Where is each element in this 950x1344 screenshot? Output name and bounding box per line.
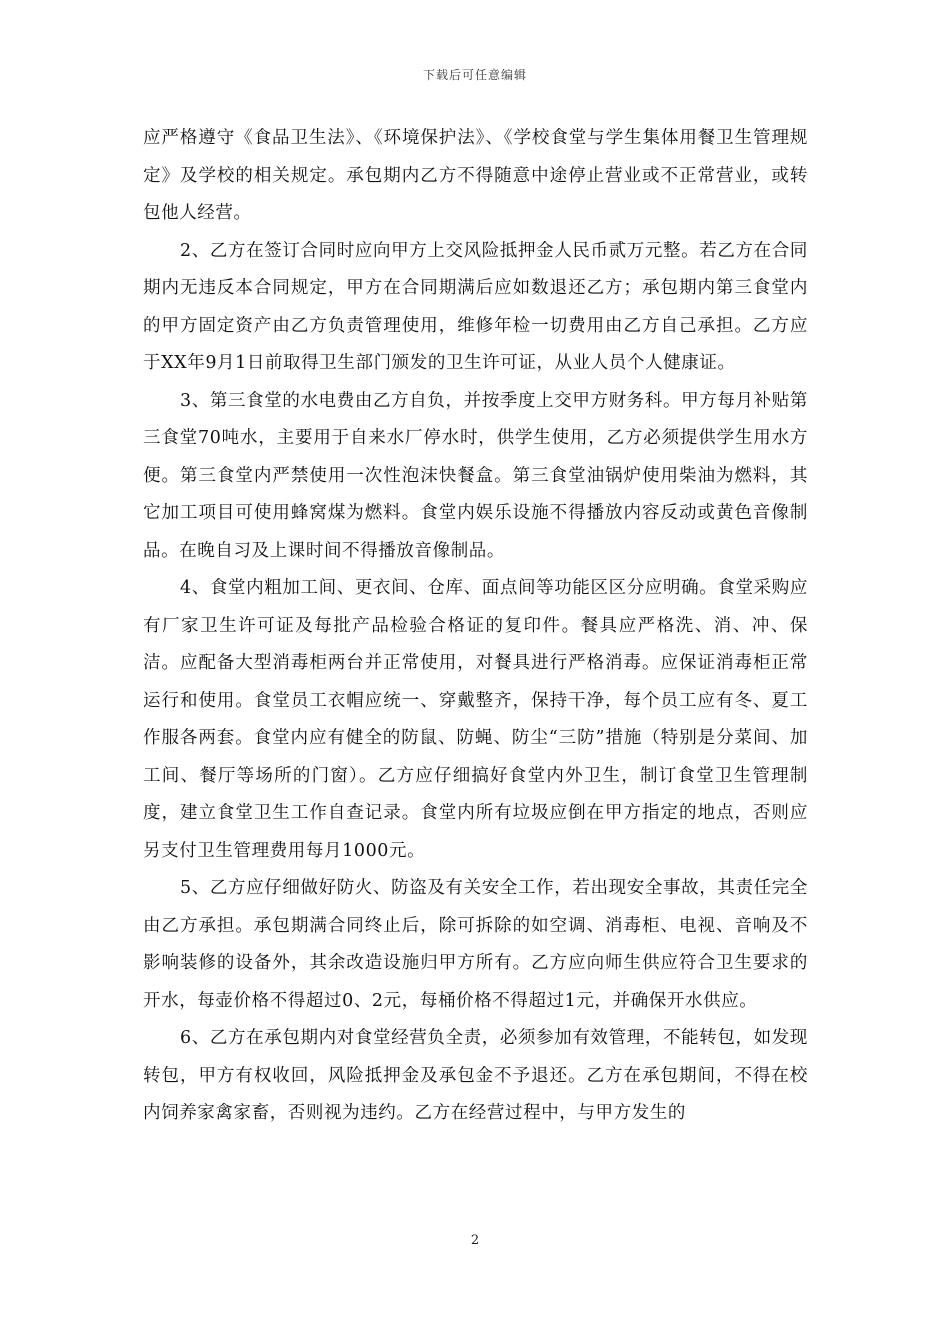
paragraph-5: 5、乙方应仔细做好防火、防盗及有关安全工作，若出现安全事故，其责任完全由乙方承担。承包期满合同终止后，除可拆除的如空调、消毒柜、电视、音响及不影响装修的设备外，其余改造设施归甲方所有。乙方应向师生供应符合卫生要求的开水，每壶价格不得超过0、2元，每桶价格不得超过1元，并确保开水供应。 (143, 878, 808, 1011)
page-header: 下载后可任意编辑 (422, 68, 527, 82)
paragraph-3: 3、第三食堂的水电费由乙方自负，并按季度上交甲方财务科。甲方每月补贴第三食堂70吨水，主要用于自来水厂停水时，供学生使用，乙方必须提供学生用水方便。第三食堂内严禁使用一次性泡沫快餐盒。第三食堂油锅炉使用柴油为燃料，其它加工项目可使用蜂窝煤为燃料。食堂内娱乐设施不得播放内容反动或黄色音像制品。在晚自习及上课时间不得播放音像制品。 (143, 390, 808, 561)
paragraph-4: 4、食堂内粗加工间、更衣间、仓库、面点间等功能区区分应明确。食堂采购应有厂家卫生许可证及每批产品检验合格证的复印件。餐具应严格洗、消、冲、保洁。应配备大型消毒柜两台并正常使用，对餐具进行严格消毒。应保证消毒柜正常运行和使用。食堂员工衣帽应统一、穿戴整齐，保持干净，每个员工应有冬、夏工作服各两套。食堂内应有健全的防鼠、防蝇、防尘“三防”措施（特别是分菜间、加工间、餐厅等场所的门窗）。乙方应仔细搞好食堂内外卫生，制订食堂卫生管理制度，建立食堂卫生工作自查记录。食堂内所有垃圾应倒在甲方指定的地点，否则应另支付卫生管理费用每月1000元。 (143, 578, 808, 861)
paragraph-6: 6、乙方在承包期内对食堂经营负全责，必须参加有效管理，不能转包，如发现转包，甲方有权收回，风险抵押金及承包金不予退还。乙方在承包期间，不得在校内饲养家禽家畜，否则视为违约。乙方在经营过程中，与甲方发生的 (143, 1028, 808, 1123)
page-number: 2 (470, 1233, 480, 1248)
paragraph-1: 应严格遵守《食品卫生法》、《环境保护法》、《学校食堂与学生集体用餐卫生管理规定》及学校的相关规定。承包期内乙方不得随意中途停止营业或不正常营业，或转包他人经营。 (143, 128, 808, 223)
paragraph-2: 2、乙方在签订合同时应向甲方上交风险抵押金人民币贰万元整。若乙方在合同期内无违反本合同规定，甲方在合同期满后应如数退还乙方；承包期内第三食堂内的甲方固定资产由乙方负责管理使用，维修年检一切费用由乙方自己承担。乙方应于XX年9月1日前取得卫生部门颁发的卫生许可证，从业人员个人健康证。 (143, 240, 808, 373)
document-body (143, 120, 808, 1133)
